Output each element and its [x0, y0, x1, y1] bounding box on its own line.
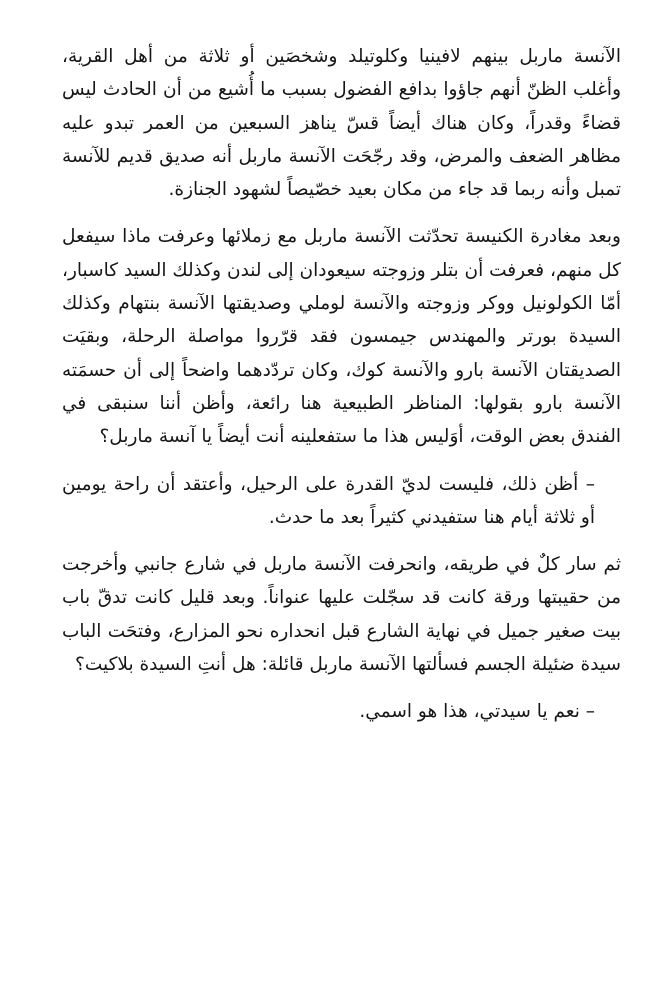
paragraph: الآنسة ماربل بينهم لافينيا وكلوتيلد وشخصَين أو ثلاثة من أهل القرية، وأغلب الظنّ أنهم جاؤوا بدافع الفضول بسبب ما أُشيع من أن الحادث ليس قضاءً وقدراً، وكان هناك أيضاً قسّ يناهز السبعين من العمر تبدو عليه مظاهر الضعف والمرض، وقد رجّحَت الآنسة ماربل أنه صديق قديم للآنسة تمبل وأنه ربما قد جاء من مكان بعيد خصّيصاً لشهود الجنازة.	[62, 46, 621, 201]
page-text	[62, 40, 621, 729]
dialogue-paragraph: – نعم يا سيدتي، هذا هو اسمي.	[359, 701, 595, 723]
paragraph: وبعد مغادرة الكنيسة تحدّثت الآنسة ماربل مع زملائها وعرفت ماذا سيفعل كل منهم، فعرفت أن بتلر وزوجته سيعودان إلى لندن وكذلك السيد كاسبار، أمّا الكولونيل ووكر وزوجته والآنسة لوملي وصديقتها الآنسة بنتهام وكذلك السيدة بورتر والمهندس جيمسون فقد قرّروا مواصلة الرحلة، وبقيَت الصديقتان الآنسة بارو والآنسة كوك، وكان تردّدهما واضحاً إلى أن حسمَته الآنسة بارو بقولها: المناظر الطبيعية هنا رائعة، وأظن أننا سنبقى في الفندق بعض الوقت، أوَليس هذا ما ستفعلينه أنت أيضاً يا آنسة ماربل؟	[62, 226, 621, 448]
paragraph: ثم سار كلٌ في طريقه، وانحرفت الآنسة ماربل في شارع جانبي وأخرجت من حقيبتها ورقة كانت قد سجّلت عليها عنواناً. وبعد قليل كانت تدقّ باب بيت صغير جميل في نهاية الشارع قبل انحداره نحو المزارع، وفتحَت الباب سيدة ضئيلة الجسم فسألتها الآنسة ماربل قائلة: هل أنتِ السيدة بلاكيت؟	[62, 554, 621, 676]
dialogue-paragraph: – أظن ذلك، فليست لديّ القدرة على الرحيل، وأعتقد أن راحة يومين أو ثلاثة أيام هنا ستفيدني كثيراً بعد ما حدث.	[62, 473, 595, 528]
